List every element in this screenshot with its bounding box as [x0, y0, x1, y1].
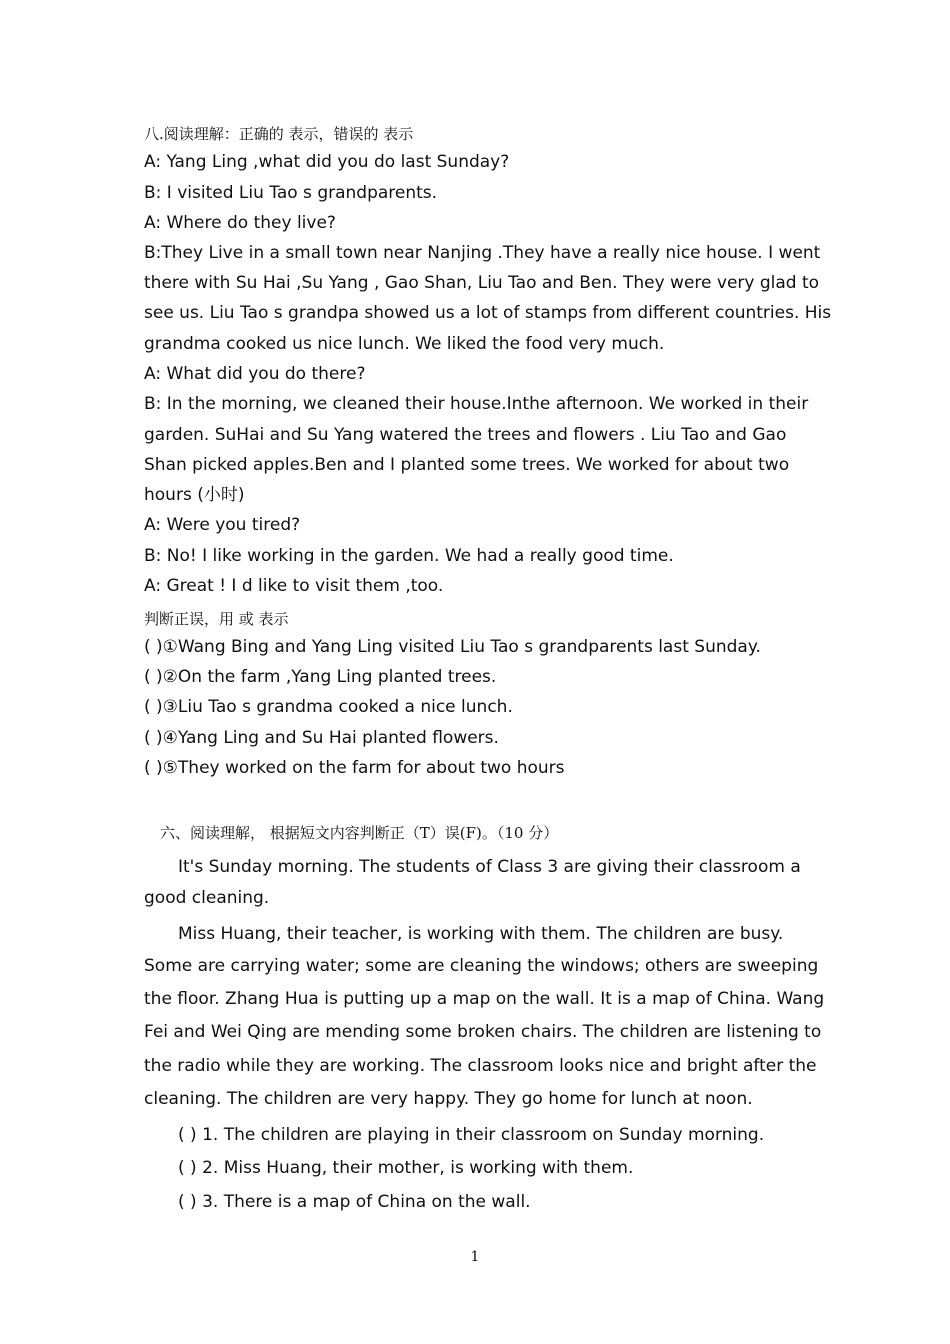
page-number: 1	[470, 1249, 480, 1265]
dialogue-line: A: What did you do there?	[144, 364, 366, 384]
question-item: ( )④Yang Ling and Su Hai planted flowers.	[144, 728, 499, 748]
dialogue-line: B: In the morning, we cleaned their house.Inthe afternoon. We worked in their	[144, 394, 809, 414]
dialogue-line: A: Great ! I d like to visit them ,too.	[144, 576, 444, 596]
question-item: ( ) 1. The children are playing in their classroom on Sunday morning.	[178, 1125, 765, 1145]
dialogue-line: A: Yang Ling ,what did you do last Sunday?	[144, 152, 510, 172]
dialogue-line: grandma cooked us nice lunch. We liked the food very much.	[144, 334, 665, 354]
section1-instruction: 判断正误，用 或 表示	[144, 610, 289, 628]
passage-line: Some are carrying water; some are cleaning the windows; others are sweeping	[144, 956, 819, 976]
question-item: ( )②On the farm ,Yang Ling planted trees.	[144, 667, 497, 687]
dialogue-line: B: No! I like working in the garden. We had a really good time.	[144, 546, 674, 566]
passage-line: cleaning. The children are very happy. They go home for lunch at noon.	[144, 1089, 753, 1109]
passage-line: Fei and Wei Qing are mending some broken chairs. The children are listening to	[144, 1022, 822, 1042]
dialogue-line: A: Were you tired?	[144, 515, 301, 535]
dialogue-line: there with Su Hai ,Su Yang , Gao Shan, Liu Tao and Ben. They were very glad to	[144, 273, 820, 293]
section1-heading: 八.阅读理解：正确的 表示，错误的 表示	[144, 125, 414, 143]
question-item: ( )③Liu Tao s grandma cooked a nice lunch.	[144, 697, 513, 717]
question-item: ( )⑤They worked on the farm for about two hours	[144, 758, 565, 778]
passage-line: Miss Huang, their teacher, is working with them. The children are busy.	[178, 924, 784, 944]
dialogue-line: B: I visited Liu Tao s grandparents.	[144, 183, 438, 203]
dialogue-line: Shan picked apples.Ben and I planted some trees. We worked for about two	[144, 455, 790, 475]
passage-line: It's Sunday morning. The students of Class 3 are giving their classroom a	[178, 857, 801, 877]
question-item: ( ) 2. Miss Huang, their mother, is working with them.	[178, 1158, 634, 1178]
passage-line: good cleaning.	[144, 888, 270, 908]
dialogue-line: B:They Live in a small town near Nanjing .They have a really nice house. I went	[144, 243, 821, 263]
passage-line: the floor. Zhang Hua is putting up a map on the wall. It is a map of China. Wang	[144, 989, 825, 1009]
question-item: ( )①Wang Bing and Yang Ling visited Liu Tao s grandparents last Sunday.	[144, 637, 761, 657]
dialogue-line: garden. SuHai and Su Yang watered the trees and flowers . Liu Tao and Gao	[144, 425, 787, 445]
dialogue-line: hours (小时)	[144, 485, 245, 505]
passage-line: the radio while they are working. The classroom looks nice and bright after the	[144, 1056, 817, 1076]
question-item: ( ) 3. There is a map of China on the wall.	[178, 1192, 531, 1212]
dialogue-line: see us. Liu Tao s grandpa showed us a lot of stamps from different countries. His	[144, 303, 832, 323]
section2-heading: 六、阅读理解， 根据短文内容判断正（T）误(F)。（10 分）	[160, 824, 559, 842]
dialogue-line: A: Where do they live?	[144, 213, 336, 233]
